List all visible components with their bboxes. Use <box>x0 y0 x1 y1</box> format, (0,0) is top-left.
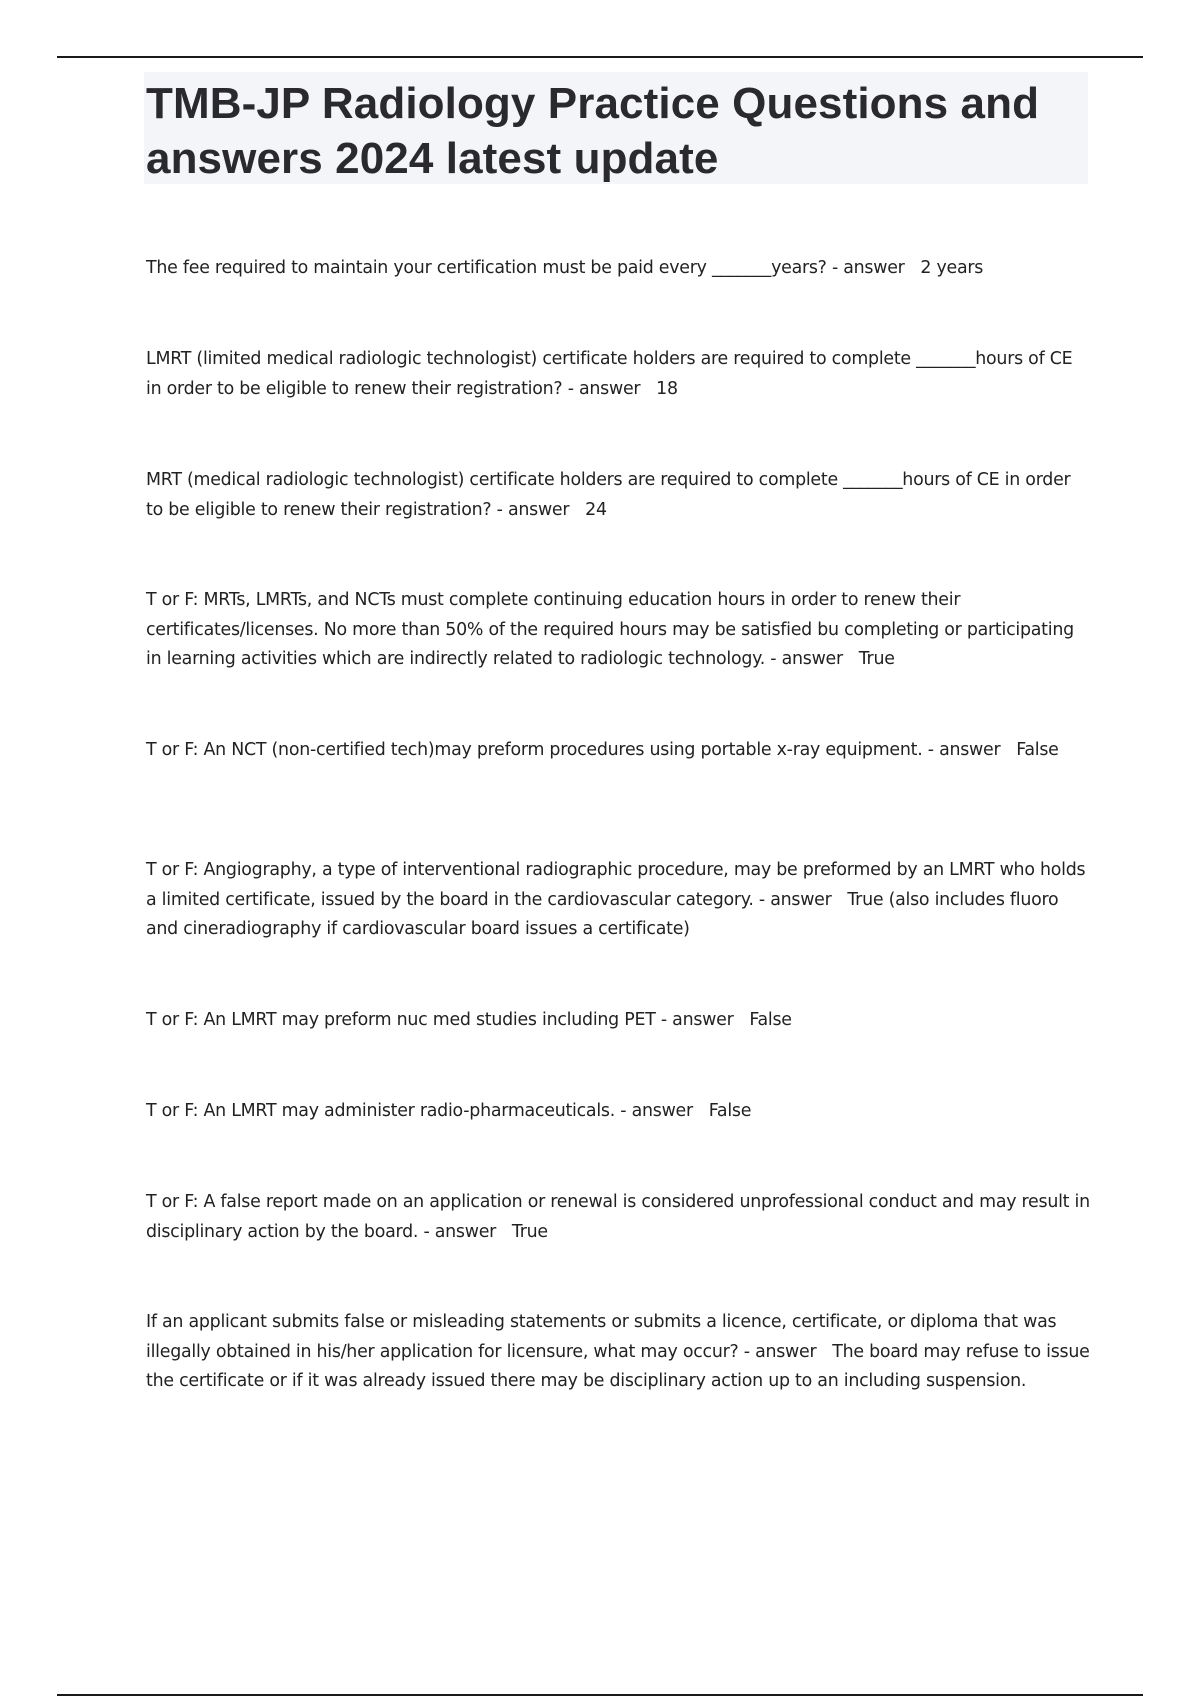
bottom-rule <box>57 1694 1143 1696</box>
qa-item-4 <box>146 586 1092 675</box>
answer-separator: - answer <box>753 889 848 910</box>
answer-text: 18 <box>656 378 678 399</box>
answer-text: The board may refuse to issue the certificate or if it was already issued there may be disciplinary action up to an including suspension. <box>146 1341 1090 1392</box>
qa-item-5 <box>146 736 1092 766</box>
answer-text: False <box>1016 740 1059 760</box>
question-text: T or F: An NCT (non-certified tech)may preform procedures using portable x-ray equipment. <box>146 740 923 760</box>
answer-separator: - answer <box>418 1221 512 1242</box>
answer-text: False <box>749 1010 792 1030</box>
top-rule <box>57 56 1143 58</box>
document-title: TMB-JP Radiology Practice Questions and answers 2024 latest update <box>146 79 1040 183</box>
qa-item-7 <box>146 1006 1092 1036</box>
qa-item-8 <box>146 1097 1092 1127</box>
answer-text: True <box>511 1221 548 1242</box>
qa-item-2 <box>146 345 1092 404</box>
question-text: T or F: MRTs, LMRTs, and NCTs must complete continuing education hours in order to renew their certificates/licenses. No more than 50% of the required hours may be satisfied bu completing or participating in learning activities which are indirectly related to radiologic technology. <box>146 590 1074 670</box>
answer-text: True (also includes fluoro and cineradiography if cardiovascular board issues a certificate) <box>146 889 1059 940</box>
title-box <box>144 72 1088 184</box>
answer-text: False <box>708 1101 752 1121</box>
answer-separator: - answer <box>562 378 657 399</box>
answer-separator: - answer <box>655 1010 750 1030</box>
answer-text: True <box>858 649 895 670</box>
qa-item-9 <box>146 1188 1092 1247</box>
qa-item-6 <box>146 856 1092 945</box>
question-text: The fee required to maintain your certification must be paid every _______years? <box>146 258 827 278</box>
question-text: MRT (medical radiologic technologist) certificate holders are required to complete _______hours of CE in order to be eligible to renew their registration? <box>146 470 1071 520</box>
answer-text: 24 <box>585 499 607 520</box>
answer-separator: - answer <box>922 740 1017 760</box>
answer-separator: - answer <box>491 499 586 520</box>
answer-separator: - answer <box>738 1341 833 1362</box>
answer-separator: - answer <box>615 1101 709 1121</box>
question-text: LMRT (limited medical radiologic technologist) certificate holders are required to complete _______hours of CE in order to be eligible to renew their registration? <box>146 349 1073 399</box>
question-text: If an applicant submits false or misleading statements or submits a licence, certificate, or diploma that was illegally obtained in his/her application for licensure, what may occur? <box>146 1312 1057 1362</box>
answer-text: 2 years <box>920 258 984 278</box>
answer-separator: - answer <box>765 649 859 670</box>
qa-item-1 <box>146 254 1092 284</box>
answer-separator: - answer <box>826 258 921 278</box>
question-text: T or F: An LMRT may preform nuc med studies including PET <box>146 1010 656 1030</box>
qa-item-10 <box>146 1308 1092 1397</box>
question-text: T or F: Angiography, a type of interventional radiographic procedure, may be preformed by an LMRT who holds a limited certificate, issued by the board in the cardiovascular category. <box>146 860 1086 910</box>
question-text: T or F: An LMRT may administer radio-pharmaceuticals. <box>146 1101 616 1121</box>
qa-item-3 <box>146 466 1092 525</box>
question-text: T or F: A false report made on an application or renewal is considered unprofessional conduct and may result in disciplinary action by the board. <box>146 1192 1090 1242</box>
